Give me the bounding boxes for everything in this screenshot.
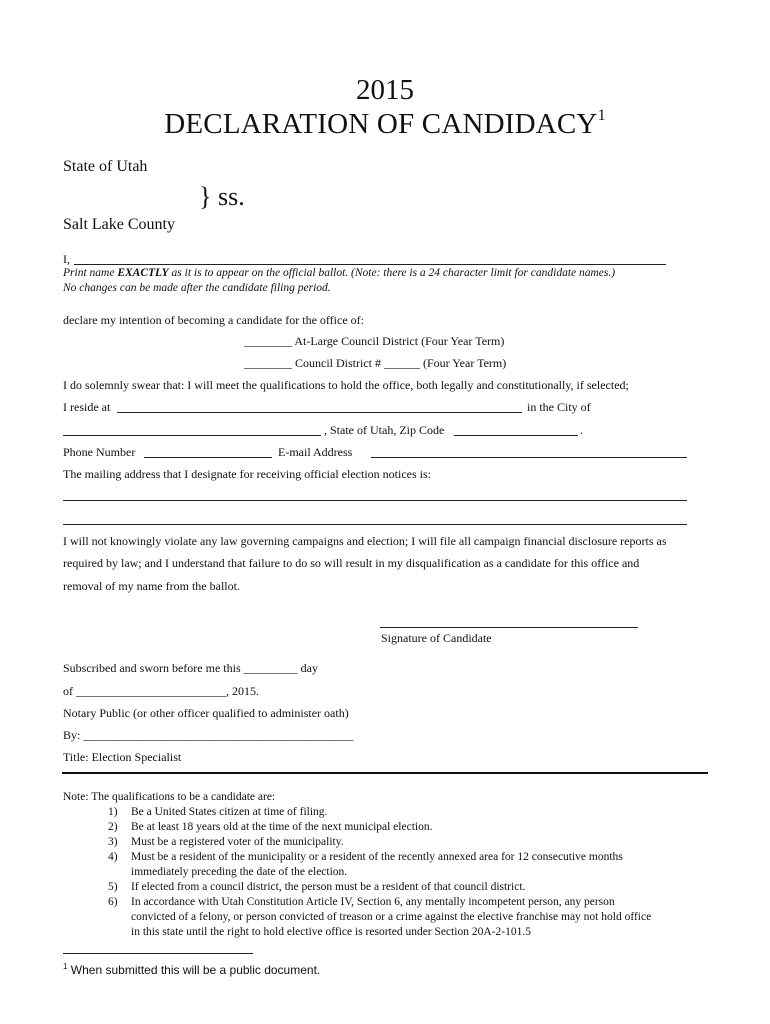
qualification-text-cont2: in this state until the right to hold elective office is resorted under Section 20A-2-101.5 (131, 926, 531, 938)
ss-label: ss. (217, 182, 245, 211)
qualification-text: Must be a resident of the municipality or a resident of the recently annexed area for 12 consecutive months (131, 851, 623, 863)
district-term: (Four Year Term) (423, 356, 507, 370)
at-large-blank[interactable]: ________ (244, 334, 292, 348)
qualifications-heading: Note: The qualifications to be a candidate are: (63, 791, 276, 803)
pledge-line-1: I will not knowingly violate any law governing campaigns and election; I will file all campaign financial disclosure reports as (63, 534, 667, 548)
qualification-num: 2) (108, 821, 118, 833)
footnote (63, 962, 320, 977)
county-label: Salt Lake County (63, 216, 175, 233)
print-name-instruction (63, 267, 615, 279)
brace-glyph: } (199, 182, 212, 211)
qualification-text: In accordance with Utah Constitution Article IV, Section 6, any mentally incompetent person, any person (131, 896, 615, 908)
office-option-at-large[interactable] (244, 334, 504, 349)
document-title (0, 108, 770, 141)
section-divider (62, 772, 708, 774)
document-year: 2015 (356, 74, 414, 106)
of-line (63, 684, 259, 699)
city-field[interactable] (63, 435, 321, 436)
qualification-text: Be a United States citizen at time of filing. (131, 806, 328, 818)
mailing-address-label: The mailing address that I designate for receiving official election notices is: (63, 467, 431, 481)
subscribed-day-blank[interactable]: _________ (243, 661, 298, 675)
at-large-label: At-Large Council District (Four Year Term) (294, 334, 505, 348)
qualification-text-cont: immediately preceding the date of the election. (131, 866, 348, 878)
subscribed-line (63, 661, 318, 676)
qualification-num: 5) (108, 881, 118, 893)
instruction-bold: EXACTLY (117, 267, 169, 279)
instruction-suffix: as it is to appear on the official ballot. (Note: there is a 24 character limit for candidate names.) (168, 267, 616, 279)
notary-year: , 2015. (226, 684, 259, 698)
district-label: Council District # (295, 356, 381, 370)
instruction-prefix: Print name (63, 267, 118, 279)
official-title: Title: Election Specialist (63, 750, 182, 764)
by-blank[interactable]: _____________________________________________ (83, 728, 354, 742)
by-label: By: (63, 728, 81, 742)
by-line (63, 728, 353, 743)
qualification-text: Be at least 18 years old at the time of the next municipal election. (131, 821, 433, 833)
qualification-num: 3) (108, 836, 118, 848)
office-option-district[interactable] (244, 356, 506, 371)
district-blank[interactable]: ________ (244, 356, 292, 370)
qualification-text: Must be a registered voter of the municipality. (131, 836, 344, 848)
subscribed-label: Subscribed and sworn before me this (63, 661, 241, 675)
pledge-line-3: removal of my name from the ballot. (63, 579, 240, 593)
district-number-blank[interactable]: ______ (384, 356, 420, 370)
pledge-line-2: required by law; and I understand that failure to do so will result in my disqualification as a candidate for this office and (63, 556, 640, 570)
footnote-text: When submitted this will be a public document. (67, 963, 321, 977)
footnote-separator (63, 953, 253, 954)
candidate-name-field[interactable] (74, 264, 666, 265)
venue-brace (199, 182, 245, 212)
zip-code-field[interactable] (454, 435, 578, 436)
phone-label: Phone Number (63, 445, 136, 459)
notary-label: Notary Public (or other officer qualified to administer oath) (63, 706, 349, 720)
month-blank[interactable]: _________________________ (76, 684, 226, 698)
state-zip-label: , State of Utah, Zip Code (324, 423, 445, 437)
qualification-num: 1) (108, 806, 118, 818)
phone-field[interactable] (144, 457, 272, 458)
reside-label: I reside at (63, 400, 111, 414)
declare-text: declare my intention of becoming a candidate for the office of: (63, 313, 364, 327)
qualification-text-cont: convicted of a felony, or person convicted of treason or a crime against the elective franchise may not hold office (131, 911, 652, 923)
day-label: day (300, 661, 318, 675)
zip-period: . (580, 423, 583, 437)
mailing-address-line-1[interactable] (63, 500, 687, 501)
qualification-text: If elected from a council district, the person must be a resident of that council district. (131, 881, 526, 893)
qualification-num: 4) (108, 851, 118, 863)
email-field[interactable] (371, 457, 687, 458)
state-label: State of Utah (63, 158, 148, 175)
document-title-text: DECLARATION OF CANDIDACY (164, 108, 598, 140)
of-label: of (63, 684, 73, 698)
no-changes-note: No changes can be made after the candidate filing period. (63, 282, 331, 294)
residence-address-field[interactable] (117, 412, 522, 413)
qualification-num: 6) (108, 896, 118, 908)
signature-label: Signature of Candidate (381, 631, 492, 645)
email-label: E-mail Address (278, 445, 353, 459)
title-footnote-marker: 1 (597, 107, 606, 125)
footnote-marker: 1 (63, 962, 68, 971)
oath-swear-text: I do solemnly swear that: I will meet the qualifications to hold the office, both legally and constitutionally, if selected; (63, 378, 629, 392)
signature-field[interactable] (380, 627, 638, 628)
name-prefix: I, (63, 252, 70, 266)
mailing-address-line-2[interactable] (63, 524, 687, 525)
city-label: in the City of (527, 400, 591, 414)
